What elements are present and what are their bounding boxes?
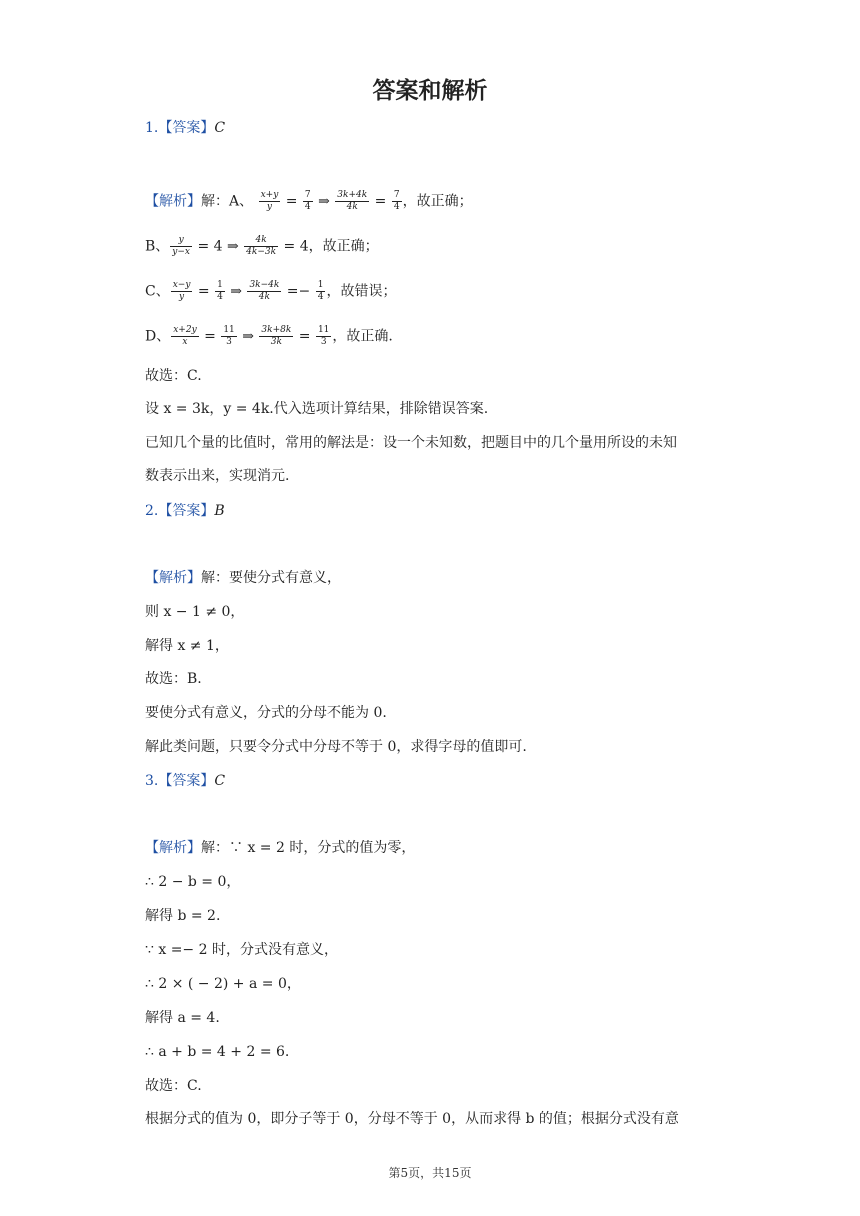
text: = [294, 328, 315, 345]
fraction: $\frac{3k+4k}{4k}$ [337, 190, 368, 212]
page-title: 答案和解析 [372, 78, 488, 104]
fraction: $\frac{y}{y-x}$ [172, 235, 190, 257]
q1-answer-value: C [214, 120, 226, 136]
q2-analysis-line-5: 要使分式有意义，分式的分母不能为 0. [145, 705, 387, 721]
q3-analysis-line-9: 根据分式的值为 0，即分子等于 0，分母不等于 0，从而求得 b 的值；根据分式没有意 [145, 1111, 679, 1127]
fraction: $\frac{7}{4}$ [393, 190, 400, 212]
fraction: $\frac{3k+8k}{3k}$ [261, 325, 292, 347]
q2-analysis-line-1 [145, 568, 341, 588]
q2-answer-heading [145, 501, 225, 521]
text: D、 [145, 328, 171, 345]
fraction: $\frac{x+y}{y}$ [260, 190, 279, 212]
text: ⇒ [313, 193, 335, 210]
analysis-tag: 【解析】 [145, 193, 201, 210]
q3-analysis-line-2: ∴ 2 − b = 0， [145, 874, 241, 890]
text: = [281, 193, 302, 210]
text: ⇒ [225, 283, 247, 300]
text: = [193, 283, 215, 300]
fraction: $\frac{4k}{4k-3k}$ [246, 235, 277, 257]
q1-analysis-line-3 [145, 280, 396, 303]
q2-analysis-line-4: 故选：B. [145, 671, 202, 687]
text: = 4 ⇒ [193, 238, 244, 255]
text: 解：∵ x = 2 时，分式的值为零， [201, 840, 416, 856]
q3-answer-label: 3.【答案】 [145, 773, 215, 789]
fraction: $\frac{x+2y}{x}$ [173, 325, 197, 347]
fraction: $\frac{1}{4}$ [317, 280, 324, 302]
fraction: $\frac{7}{4}$ [304, 190, 311, 212]
q3-answer-value: C [214, 773, 226, 789]
q1-analysis-line-8: 数表示出来，实现消元. [145, 468, 290, 484]
q1-analysis-line-4 [145, 325, 393, 348]
text: C、 [145, 283, 170, 300]
text: ，故正确. [332, 328, 393, 345]
q3-analysis-line-5: ∴ 2 × ( − 2) + a = 0， [145, 976, 301, 992]
fraction: $\frac{11}{3}$ [223, 325, 235, 347]
q1-analysis-line-1 [145, 190, 473, 213]
q3-answer-heading [145, 771, 225, 791]
q3-analysis-line-7: ∴ a + b = 4 + 2 = 6. [145, 1044, 290, 1060]
text: 解：要使分式有意义， [201, 570, 341, 586]
text: =− [282, 283, 315, 300]
q3-analysis-line-1 [145, 838, 415, 858]
fraction: $\frac{1}{4}$ [217, 280, 223, 302]
q3-analysis-line-6: 解得 a = 4. [145, 1010, 220, 1026]
text: = [370, 193, 391, 210]
text: ，故错误； [326, 283, 397, 300]
text: ⇒ [237, 328, 259, 345]
q2-answer-label: 2.【答案】 [145, 503, 215, 519]
fraction: $\frac{3k-4k}{4k}$ [249, 280, 280, 302]
text: = 4，故正确； [279, 238, 379, 255]
page-footer: 第5页，共15页 [388, 1166, 472, 1180]
q3-analysis-line-4: ∵ x =− 2 时，分式没有意义， [145, 942, 338, 958]
text: ，故正确； [402, 193, 473, 210]
q1-analysis-line-7: 已知几个量的比值时，常用的解法是：设一个未知数，把题目中的几个量用所设的未知 [145, 435, 677, 451]
q2-analysis-line-6: 解此类问题，只要令分式中分母不等于 0，求得字母的值即可. [145, 739, 527, 755]
q2-analysis-line-2: 则 x − 1 ≠ 0， [145, 604, 245, 620]
analysis-tag: 【解析】 [145, 570, 201, 586]
q1-analysis-line-2 [145, 235, 379, 258]
text: B、 [145, 238, 170, 255]
fraction: $\frac{11}{3}$ [317, 325, 330, 347]
q3-analysis-line-3: 解得 b = 2. [145, 908, 221, 924]
text: = [199, 328, 221, 345]
q1-answer-label: 1.【答案】 [145, 120, 215, 136]
q2-analysis-line-3: 解得 x ≠ 1， [145, 638, 229, 654]
q1-answer-heading [145, 118, 225, 138]
q3-analysis-line-8: 故选：C. [145, 1078, 202, 1094]
q1-analysis-line-5: 故选：C. [145, 368, 202, 384]
q1-analysis-line-6: 设 x = 3k，y = 4k.代入选项计算结果，排除错误答案. [145, 401, 489, 417]
text: 解：A、 [201, 193, 254, 210]
analysis-tag: 【解析】 [145, 840, 201, 856]
q2-answer-value: B [214, 503, 225, 519]
fraction: $\frac{x-y}{y}$ [172, 280, 191, 302]
